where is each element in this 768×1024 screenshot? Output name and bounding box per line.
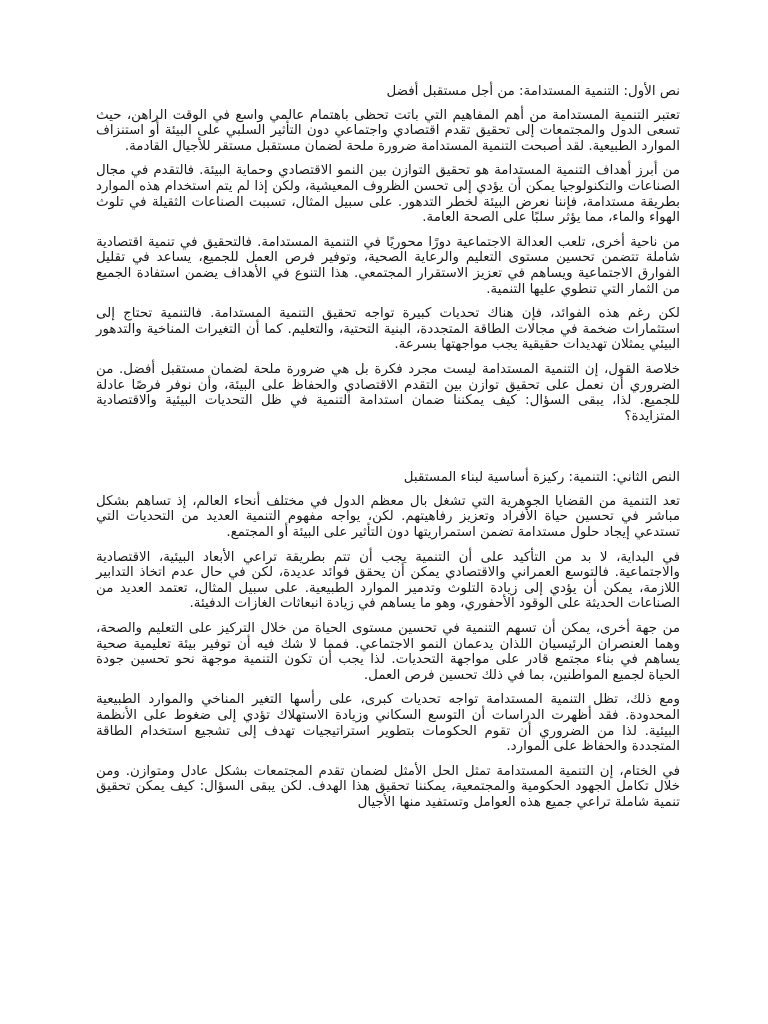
paragraph: من ناحية أخرى، تلعب العدالة الاجتماعية دورًا محوريًا في التنمية المستدامة. فالتحقيق في تنمية اقتصادية شاملة تتضمن تحسين مستوى التعليم والرعاية الصحية، وتوفير فرص العمل للجميع، يساعد في تقليل الفوارق الاجتماعية ويساهم في تعزيز الاستقرار المجتمعي. هذا التنوع في الأهداف يضمن استفادة الجميع من الثمار التي تنطوي عليها التنمية. [96,234,680,297]
paragraph: لكن رغم هذه الفوائد، فإن هناك تحديات كبيرة تواجه تحقيق التنمية المستدامة. فالتنمية تحتاج إلى استثمارات ضخمة في مجالات الطاقة المتجددة، البنية التحتية، والتعليم. كما أن التغيرات المناخية والتدهور البيئي يمثلان تهديدات حقيقية يجب مواجهتها بسرعة. [96,306,680,353]
section-title: نص الأول: التنمية المستدامة: من أجل مستقبل أفضل [386,84,680,99]
paragraph: تعد التنمية من القضايا الجوهرية التي تشغل بال معظم الدول في مختلف أنحاء العالم، إذ تساهم بشكل مباشر في تحسين حياة الأفراد وتعزيز رفاهيتهم. لكن، يواجه مفهوم التنمية العديد من التحديات التي تستدعي إيجاد حلول مستدامة تضمن استمراريتها دون التأثير على البيئة أو المجتمع. [96,493,680,541]
section-1 [96,84,680,424]
paragraph: ومع ذلك، تظل التنمية المستدامة تواجه تحديات كبرى، على رأسها التغير المناخي والموارد الطبيعية المحدودة. فقد أظهرت الدراسات أن التوسع السكاني وزيادة الاستهلاك تؤدي إلى ضغوط على الأنظمة البيئية. لذا من الضروري أن تقوم الحكومات بتطوير استراتيجيات تهدف إلى تشجيع استخدام الطاقة المتجددة والحفاظ على الموارد. [96,692,680,755]
paragraph: خلاصة القول، إن التنمية المستدامة ليست مجرد فكرة بل هي ضرورة ملحة لضمان مستقبل أفضل. من الضروري أن نعمل على تحقيق توازن بين التقدم الاقتصادي والحفاظ على البيئة، وأن نوفر فرصًا عادلة للجميع. لذا، يبقى السؤال: كيف يمكننا ضمان استدامة التنمية في ظل التحديات البيئية والاقتصادية المتزايدة؟ [96,361,680,424]
section-2 [96,470,680,810]
section-title: النص الثاني: التنمية: ركيزة أساسية لبناء المستقبل [403,470,680,486]
paragraph: من جهة أخرى، يمكن أن تسهم التنمية في تحسين مستوى الحياة من خلال التركيز على التعليم والصحة، وهما العنصران الرئيسيان اللذان يدعمان النمو الاجتماعي. فمما لا شك فيه أن توفير بيئة تعليمية صحية يساهم في بناء مجتمع قادر على مواجهة التحديات. لذا يجب أن تكون التنمية موجهة نحو تحسين جودة الحياة لجميع المواطنين، بما في ذلك تحسين فرص العمل. [96,621,680,683]
paragraph: تعتبر التنمية المستدامة من أهم المفاهيم التي باتت تحظى باهتمام عالمي واسع في الوقت الراهن، حيث تسعى الدول والمجتمعات إلى تحقيق تقدم اقتصادي واجتماعي دون التأثير السلبي على البيئة أو استنزاف الموارد الطبيعية. لقد أصبحت التنمية المستدامة ضرورة ملحة لضمان مستقبل مستقر للأجيال القادمة. [96,107,680,154]
section-spacer [96,433,680,470]
paragraph: في الختام، إن التنمية المستدامة تمثل الحل الأمثل لضمان تقدم المجتمعات بشكل عادل ومتوازن. ومن خلال تكامل الجهود الحكومية والمجتمعية، يمكننا تحقيق هذا الهدف. لكن يبقى السؤال: كيف يمكن تحقيق تنمية شاملة تراعي جميع هذه العوامل وتستفيد منها الأجيال [96,763,680,810]
document-page [96,84,680,820]
paragraph: من أبرز أهداف التنمية المستدامة هو تحقيق التوازن بين النمو الاقتصادي وحماية البيئة. فالتقدم في مجال الصناعات والتكنولوجيا يمكن أن يؤدي إلى تحسن الظروف المعيشية، ولكن إذا لم يتم استخدام هذه الموارد بطريقة مستدامة، فإننا نعرض البيئة لخطر التدهور. على سبيل المثال، تسببت الصناعات الثقيلة في تلوث الهواء والماء، مما يؤثر سلبًا على الصحة العامة. [96,163,680,226]
paragraph: في البداية، لا بد من التأكيد على أن التنمية يجب أن تتم بطريقة تراعي الأبعاد البيئية، الاقتصادية والاجتماعية. فالتوسع العمراني والاقتصادي يمكن أن يحقق فوائد عديدة، لكن في حال عدم اتخاذ التدابير اللازمة، يمكن أن يؤدي إلى زيادة التلوث وتدمير الموارد الطبيعية. على سبيل المثال، تعتمد العديد من الصناعات الحديثة على الوقود الأحفوري، وهو ما يساهم في زيادة انبعاثات الغازات الدفيئة. [96,549,680,612]
